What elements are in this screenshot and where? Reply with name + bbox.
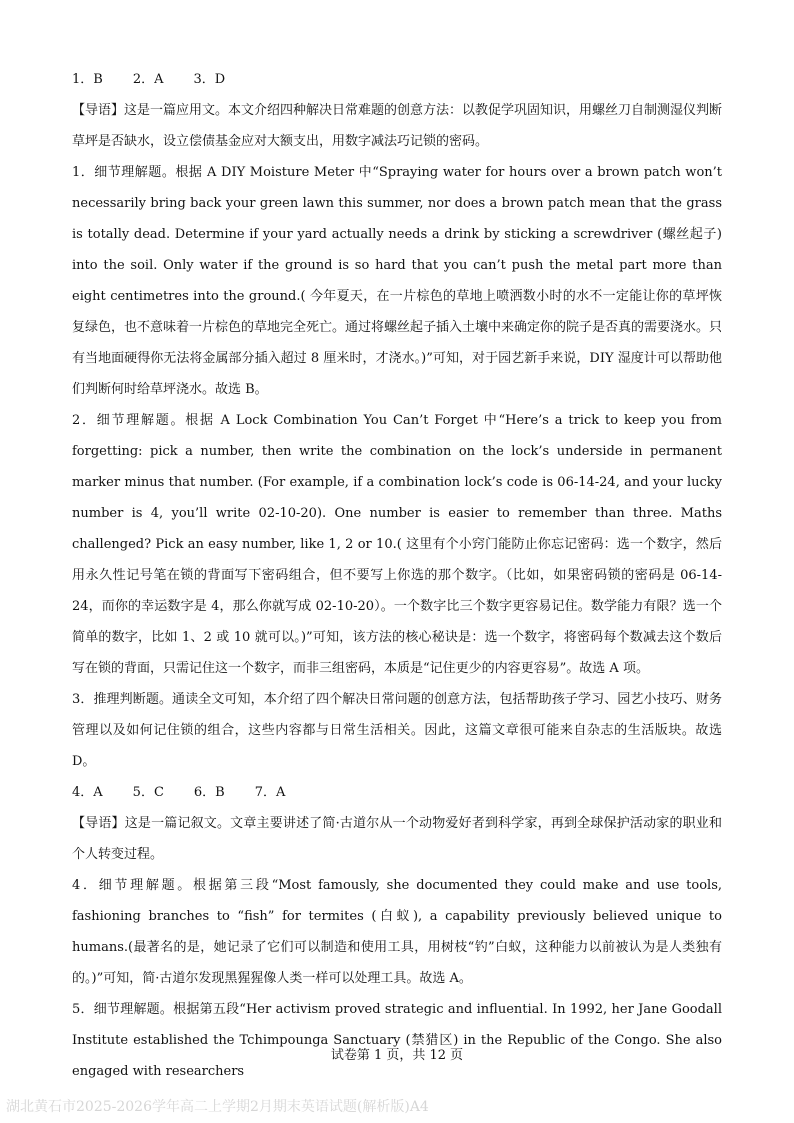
guide-paragraph-1: 【导语】这是一篇应用文。本文介绍四种解决日常难题的创意方法：以教促学巩固知识，用螺丝刀自制测湿仪判断草坪是否缺水，设立偿债基金应对大额支出，用数字减法巧记锁的密码。 bbox=[72, 103, 723, 149]
explanation-5: 5．细节理解题。根据第五段“Her activism proved strategic and influential. In 1992, her Jane Goodall Institute established the Tchimpounga Sanctuary (禁猎区) in the Republic of the Congo. She also engaged with researchers bbox=[72, 1002, 722, 1079]
explanation-1: 1．细节理解题。根据 A DIY Moisture Meter 中“Spraying water for hours over a brown patch won’t necessarily bring back your green lawn this summer, nor does a brown patch mean that the grass is totally dead. Determine if your yard actually needs a drink by sticking a screwdriver (螺丝起子) into the soil. Only water if the ground is so hard that you can’t push the metal part more than eight centimetres into the ground.( 今年夏天，在一片棕色的草地上喷洒数小时的水不一定能让你的草坪恢复绿色，也不意味着一片棕色的草地完全死亡。通过将螺丝起子插入土壤中来确定你的院子是否真的需要浇水。只有当地面硬得你无法将金属部分插入超过 8 厘米时，才浇水。)”可知，对于园艺新手来说，DIY 湿度计可以帮助他们判断何时给草坪浇水。故选 B。 bbox=[72, 165, 723, 397]
answer-2: 2．A bbox=[132, 72, 164, 87]
answer-7: 7．A bbox=[254, 785, 286, 800]
page-footer: 试卷第 1 页，共 12 页 bbox=[330, 1048, 464, 1063]
answer-key-line-1 bbox=[72, 64, 722, 95]
answer-4: 4．A bbox=[72, 785, 103, 800]
answer-6: 6．B bbox=[193, 785, 225, 800]
watermark: 湖北黄石市2025-2026学年高二上学期2月期末英语试题(解析版)A4 bbox=[6, 1099, 429, 1115]
answer-3: 3．D bbox=[193, 72, 226, 87]
explanation-3: 3．推理判断题。通读全文可知，本介绍了四个解决日常问题的创意方法，包括帮助孩子学习、园艺小技巧、财务管理以及如何记住锁的组合，这些内容都与日常生活相关。因此，这篇文章很可能来自杂志的生活版块。故选 D。 bbox=[72, 692, 722, 769]
answer-explanation-body bbox=[72, 64, 722, 1087]
answer-1: 1．B bbox=[72, 72, 103, 87]
answer-key-line-2 bbox=[72, 777, 722, 808]
guide-paragraph-2: 【导语】这是一篇记叙文。文章主要讲述了简·古道尔从一个动物爱好者到科学家，再到全球保护活动家的职业和个人转变过程。 bbox=[72, 816, 722, 862]
explanation-2: 2．细节理解题。根据 A Lock Combination You Can’t Forget 中“Here’s a trick to keep you from forgetting: pick a number, then write the combination on the lock’s underside in permanent marker minus that number. (For example, if a combination lock’s code is 06-14-24, and your lucky number is 4, you’ll write 02-10-20). One number is easier to remember than three. Maths challenged? Pick an easy number, like 1, 2 or 10.( 这里有个小窍门能防止你忘记密码：选一个数字，然后用永久性记号笔在锁的背面写下密码组合，但不要写上你选的那个数字。（比如，如果密码锁的密码是 06-14-24，而你的幸运数字是 4，那么你就写成 02-10-20）。一个数字比三个数字更容易记住。数学能力有限？选一个简单的数字，比如 1、2 或 10 就可以。)”可知，该方法的核心秘诀是：选一个数字，将密码每个数减去这个数后写在锁的背面，只需记住这一个数字，而非三组密码，本质是“记住更少的内容更容易”。故选 A 项。 bbox=[72, 413, 722, 676]
answer-5: 5．C bbox=[132, 785, 164, 800]
explanation-4: 4．细节理解题。根据第三段“Most famously, she documented they could make and use tools, fashioning branches to “fish” for termites (白蚁), a capability previously believed unique to humans.(最著名的是，她记录了它们可以制造和使用工具，用树枝“钓”白蚁，这种能力以前被认为是人类独有的。)”可知，简·古道尔发现黑猩猩像人类一样可以处理工具。故选 A。 bbox=[72, 878, 722, 986]
